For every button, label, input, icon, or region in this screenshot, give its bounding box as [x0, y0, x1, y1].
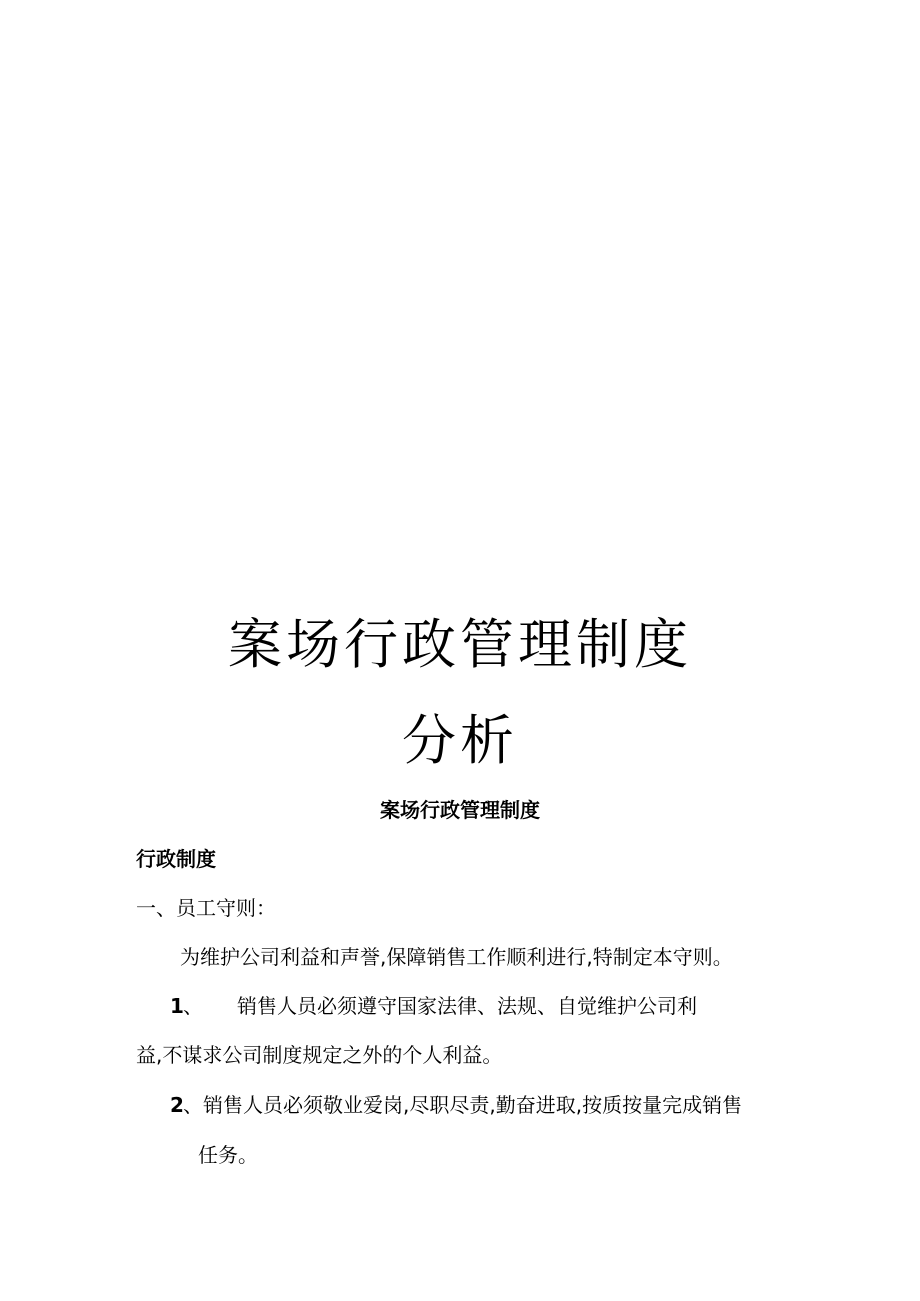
list-item-number: 2	[170, 1093, 184, 1117]
list-item-text-line-1: 销售人员必须遵守国家法律、法规、自觉维护公司利	[237, 994, 697, 1018]
list-item-text-line-1: 、销售人员必须敬业爱岗,尽职尽责,勤奋进取,按质按量完成销售	[183, 1093, 743, 1117]
list-item-text-line-2: 益,不谋求公司制度规定之外的个人利益。	[136, 1043, 503, 1067]
cover-title-line-2: 分析	[402, 709, 518, 772]
intro-paragraph: 为维护公司利益和声誉,保障销售工作顺利进行,特制定本守则。	[180, 945, 733, 969]
subsection-heading: 一、员工守则：	[136, 896, 276, 920]
list-item-separator: 、	[183, 994, 203, 1018]
document-title: 案场行政管理制度	[380, 798, 540, 822]
list-item-number: 1	[170, 994, 184, 1018]
list-item-text-line-2: 任务。	[198, 1143, 258, 1167]
section-heading: 行政制度	[136, 847, 216, 871]
cover-title-line-1: 案场行政管理制度	[228, 613, 692, 676]
